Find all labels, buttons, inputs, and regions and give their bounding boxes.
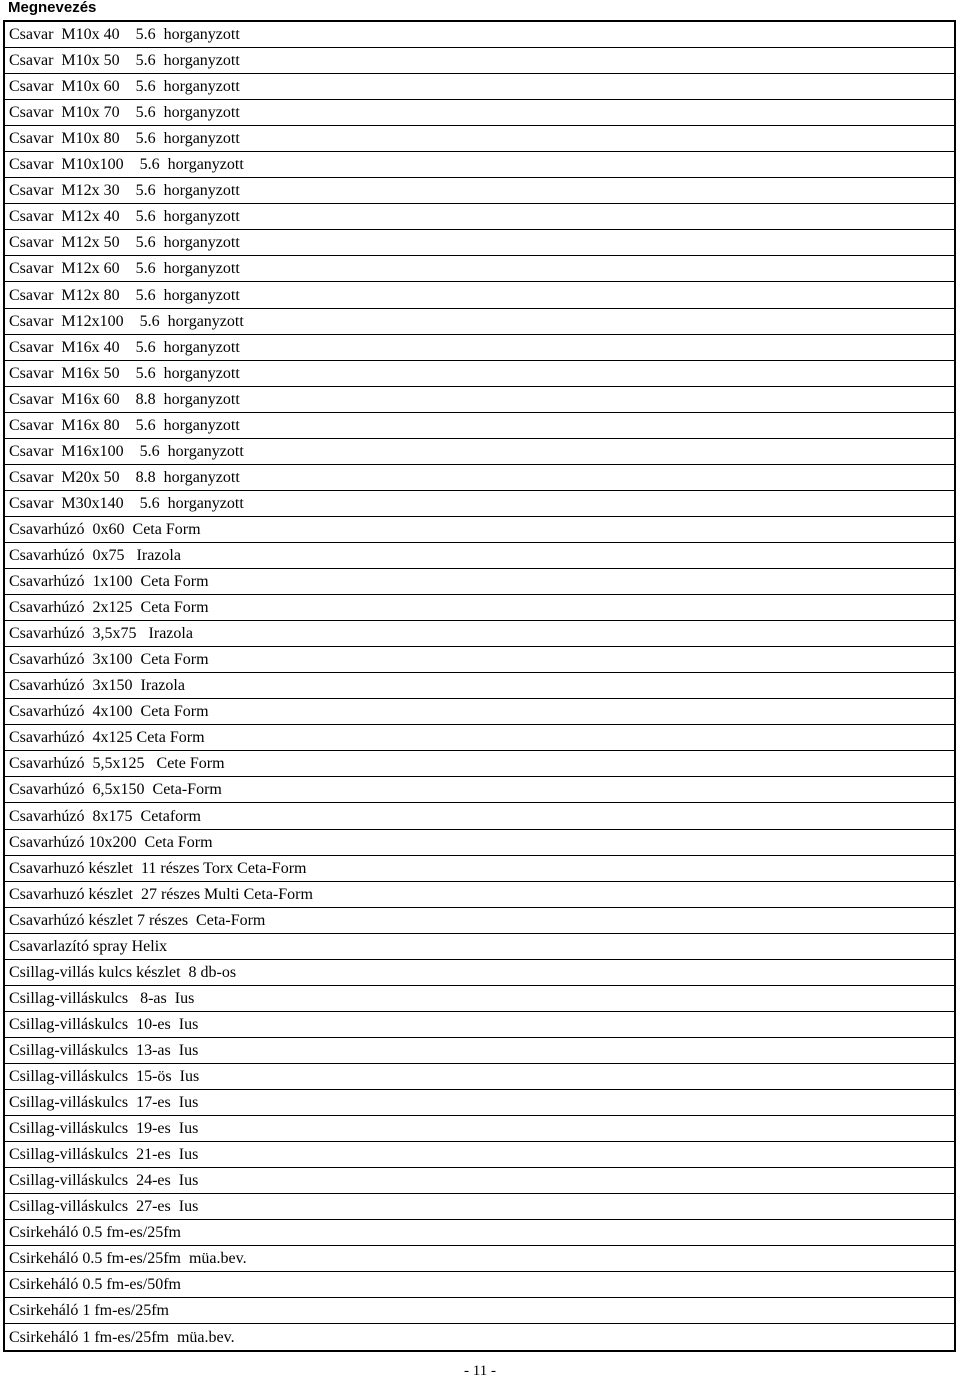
table-row: Csirkeháló 0.5 fm-es/25fm (5, 1220, 954, 1246)
table-row: Csillag-villás kulcs készlet 8 db-os (5, 960, 954, 986)
table-row: Csavarhúzó 4x125 Ceta Form (5, 725, 954, 751)
table-row: Csavarhúzó 0x60 Ceta Form (5, 517, 954, 543)
table-row: Csavar M16x 40 5.6 horganyzott (5, 335, 954, 361)
table-row: Csillag-villáskulcs 17-es Ius (5, 1090, 954, 1116)
table-row: Csavar M12x 50 5.6 horganyzott (5, 230, 954, 256)
table-row: Csavar M20x 50 8.8 horganyzott (5, 465, 954, 491)
table-row: Csavar M16x 60 8.8 horganyzott (5, 387, 954, 413)
column-header: Megnevezés (8, 0, 97, 16)
table-row: Csavar M12x 40 5.6 horganyzott (5, 204, 954, 230)
table-row: Csillag-villáskulcs 13-as Ius (5, 1038, 954, 1064)
table-row: Csirkeháló 0.5 fm-es/25fm müa.bev. (5, 1246, 954, 1272)
table-row: Csavarhúzó 10x200 Ceta Form (5, 830, 954, 856)
table-row: Csirkeháló 0.5 fm-es/50fm (5, 1272, 954, 1298)
table-row: Csavar M10x 40 5.6 horganyzott (5, 22, 954, 48)
table-row: Csillag-villáskulcs 15-ös Ius (5, 1064, 954, 1090)
table-row: Csillag-villáskulcs 10-es Ius (5, 1012, 954, 1038)
table-row: Csirkeháló 1 fm-es/25fm müa.bev. (9, 1328, 235, 1346)
table-row: Csavar M10x100 5.6 horganyzott (5, 152, 954, 178)
table-row: Csavarhúzó készlet 7 részes Ceta-Form (5, 908, 954, 934)
table-row: Csillag-villáskulcs 8-as Ius (5, 986, 954, 1012)
table-row: Csavar M30x140 5.6 horganyzott (5, 491, 954, 517)
table-row: Csavarhúzó 3x100 Ceta Form (5, 647, 954, 673)
table-row: Csavarhuzó készlet 27 részes Multi Ceta-Form (5, 882, 954, 908)
table-row: Csavar M12x 60 5.6 horganyzott (5, 256, 954, 282)
table-row: Csavarhúzó 5,5x125 Cete Form (5, 751, 954, 777)
table-row: Csavarhúzó 6,5x150 Ceta-Form (5, 777, 954, 803)
table-row: Csavar M12x 30 5.6 horganyzott (5, 178, 954, 204)
table-row: Csavarhúzó 8x175 Cetaform (5, 804, 954, 830)
table-row: Csavar M10x 60 5.6 horganyzott (5, 74, 954, 100)
table-row: Csavarhúzó 0x75 Irazola (5, 543, 954, 569)
table-row: Csillag-villáskulcs 24-es Ius (5, 1168, 954, 1194)
table-row: Csavar M10x 70 5.6 horganyzott (5, 100, 954, 126)
table-row: Csavar M12x100 5.6 horganyzott (5, 309, 954, 335)
table-row: Csavarhúzó 4x100 Ceta Form (5, 699, 954, 725)
table-row: Csavar M16x 50 5.6 horganyzott (5, 361, 954, 387)
table-row: Csillag-villáskulcs 27-es Ius (5, 1194, 954, 1220)
page-number: - 11 - (464, 1363, 496, 1379)
table-row: Csavar M10x 80 5.6 horganyzott (5, 126, 954, 152)
table-row: Csirkeháló 1 fm-es/25fm (5, 1298, 954, 1324)
table-row: Csavarhuzó készlet 11 részes Torx Ceta-Form (5, 856, 954, 882)
table-row: Csavar M16x 80 5.6 horganyzott (5, 413, 954, 439)
table-row: Csavar M10x 50 5.6 horganyzott (5, 48, 954, 74)
table-row: Csavar M16x100 5.6 horganyzott (5, 439, 954, 465)
table-row: Csavarhúzó 3x150 Irazola (5, 673, 954, 699)
table-row: Csavarhúzó 1x100 Ceta Form (5, 569, 954, 595)
table-row: Csavarlazító spray Helix (5, 934, 954, 960)
table-row: Csavarhúzó 3,5x75 Irazola (5, 621, 954, 647)
product-table (3, 20, 956, 1352)
table-row: Csavar M12x 80 5.6 horganyzott (5, 283, 954, 309)
table-row: Csillag-villáskulcs 21-es Ius (5, 1142, 954, 1168)
table-row: Csavarhúzó 2x125 Ceta Form (5, 595, 954, 621)
table-row: Csillag-villáskulcs 19-es Ius (5, 1116, 954, 1142)
